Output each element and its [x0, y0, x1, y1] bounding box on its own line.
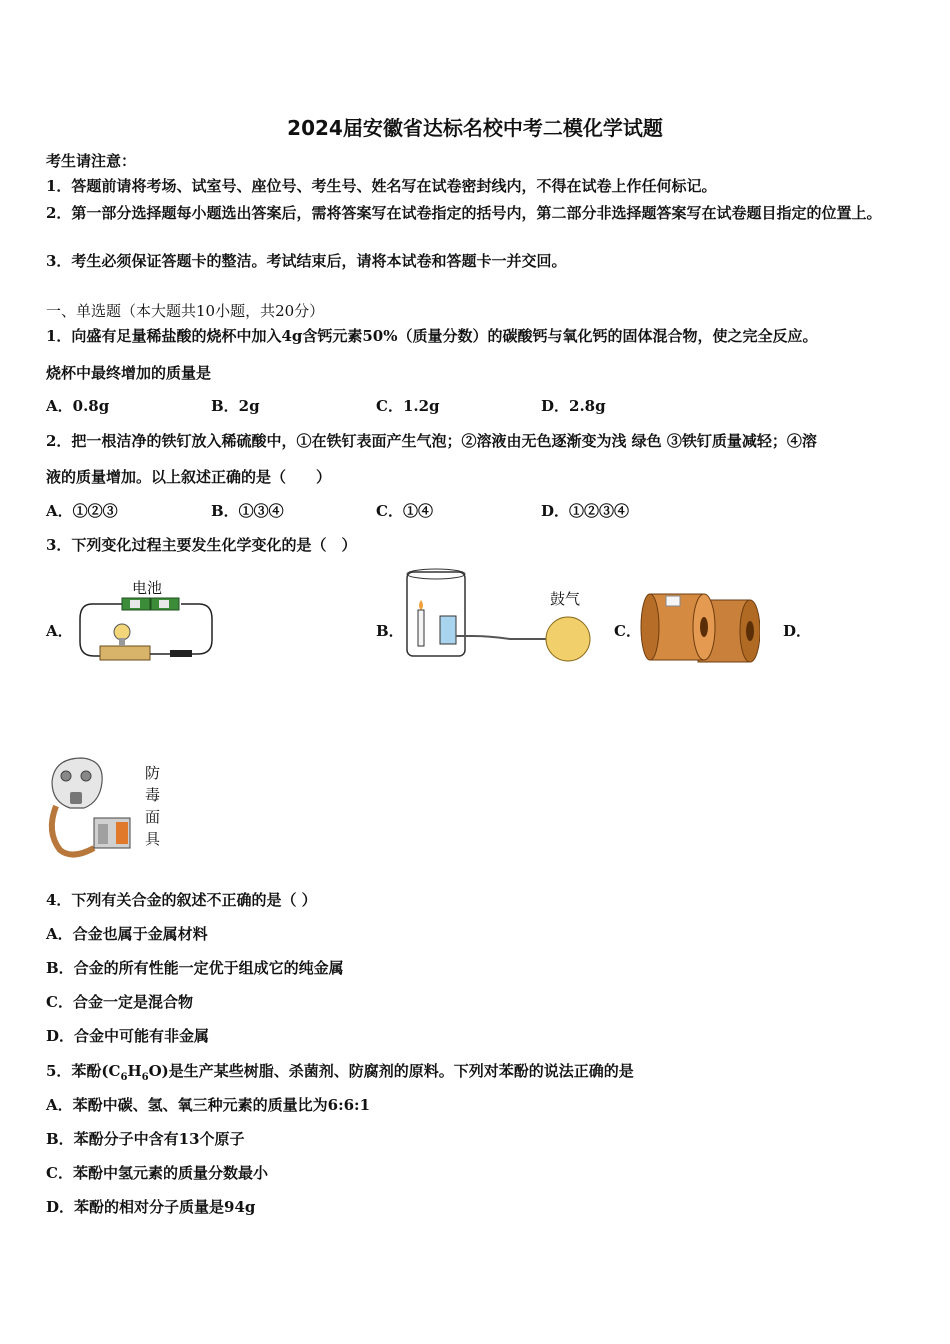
- circuit-figure: [74, 574, 219, 670]
- battery-label: 电池: [132, 579, 163, 597]
- bulb-socket: [119, 638, 125, 646]
- air-tube: [456, 636, 546, 639]
- q3-label-b: B．: [376, 622, 404, 640]
- lamp-base: [100, 646, 150, 660]
- q4-option-a: A．合金也属于金属材料: [46, 925, 208, 943]
- q2-option-a: A．①②③: [46, 502, 118, 520]
- rubber-bulb: [546, 617, 590, 661]
- filter-label: [116, 822, 128, 844]
- light-bulb: [114, 624, 130, 640]
- blow-air-label: 鼓气: [550, 590, 581, 608]
- q1-stem-line1: 1．向盛有足量稀盐酸的烧杯中加入4g含钙元素50%（质量分数）的碳酸钙与氧化钙的固体混合物，使之完全反应。: [46, 327, 818, 345]
- battery-band-1: [130, 600, 140, 608]
- q1-option-a: A．0.8g: [46, 397, 110, 415]
- q2-stem-line2: 液的质量增加。以上叙述正确的是（ ）: [46, 468, 332, 486]
- page-title: 2024届安徽省达标名校中考二模化学试题: [287, 116, 663, 140]
- q3-stem: 3．下列变化过程主要发生化学变化的是（ ）: [46, 536, 357, 554]
- q1-option-c: C．1.2g: [376, 397, 440, 415]
- switch: [170, 650, 192, 657]
- q2-stem-line1: 2．把一根洁净的铁钉放入稀硫酸中，①在铁钉表面产生气泡；②溶液由无色逐渐变为浅 绿色 ③铁钉质量减轻；④溶: [46, 432, 817, 450]
- q4-option-d: D．合金中可能有非金属: [46, 1027, 210, 1045]
- q1-option-d: D．2.8g: [541, 397, 606, 415]
- q4-option-c: C．合金一定是混合物: [46, 993, 193, 1011]
- q5-option-c: C．苯酚中氢元素的质量分数最小: [46, 1164, 268, 1182]
- q4-stem: 4．下列有关合金的叙述不正确的是（ ）: [46, 891, 317, 909]
- q4-option-b: B．合金的所有性能一定优于组成它的纯金属: [46, 959, 344, 977]
- notice-item-1: 1．答题前请将考场、试室号、座位号、考生号、姓名写在试卷密封线内，不得在试卷上作任何标记。: [46, 177, 717, 195]
- q2-option-c: C．①④: [376, 502, 433, 520]
- q2-option-b: B．①③④: [211, 502, 284, 520]
- gas-mask-label: 防毒面具: [145, 764, 161, 848]
- spool-tag: [666, 596, 680, 606]
- water-vial: [440, 616, 456, 644]
- candle-jar-figure: [400, 566, 600, 666]
- q3-label-a: A．: [46, 622, 73, 640]
- q5-option-b: B．苯酚分子中含有13个原子: [46, 1130, 245, 1148]
- notice-heading: 考生请注意：: [46, 152, 137, 170]
- q1-option-b: B．2g: [211, 397, 260, 415]
- q5-stem: 5．苯酚$(C_6H_6O)$是生产某些树脂、杀菌剂、防腐剂的原料。下列对苯酚的说法正确的是: [46, 1062, 634, 1083]
- q3-label-d: D．: [783, 622, 812, 640]
- battery-band-2: [159, 600, 169, 608]
- q3-label-c: C．: [614, 622, 641, 640]
- copper-wire-figure: [640, 586, 760, 670]
- q1-stem-line2: 烧杯中最终增加的质量是: [46, 364, 212, 382]
- gas-mask-figure: [42, 752, 142, 864]
- notice-item-3: 3．考生必须保证答题卡的整洁。考试结束后，请将本试卷和答题卡一并交回。: [46, 252, 567, 270]
- q2-option-d: D．①②③④: [541, 502, 630, 520]
- notice-item-2: 2．第一部分选择题每小题选出答案后，需将答案写在试卷指定的括号内，第二部分非选择题答案写在试卷题目指定的位置上。: [46, 204, 882, 222]
- q5-option-d: D．苯酚的相对分子质量是94g: [46, 1198, 256, 1216]
- flame: [419, 600, 423, 610]
- breathing-hose: [52, 806, 94, 855]
- q5-option-a: A．苯酚中碳、氢、氧三种元素的质量比为6:6:1: [46, 1096, 371, 1114]
- candle: [418, 610, 424, 646]
- section-heading: 一、单选题（本大题共10小题，共20分）: [46, 302, 325, 320]
